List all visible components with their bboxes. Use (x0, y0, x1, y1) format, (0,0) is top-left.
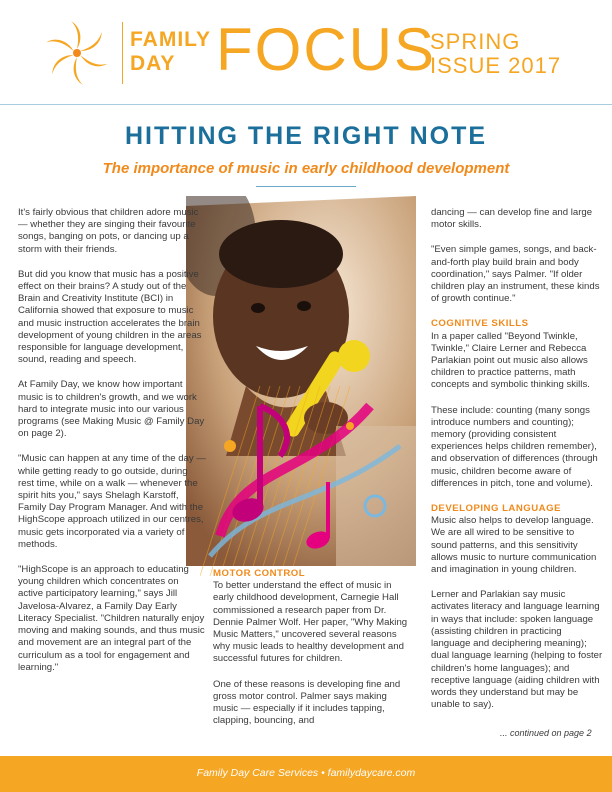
paragraph: "Music can happen at any time of the day — while getting ready to go outside, during rest time, while on a walk — whenever the spirit hits you," says Shelagh Karstoff, Family Day Program Manager. And with the HighScope approach utilized in our centres, music gets incorporated via a variety of methods. (18, 453, 206, 550)
footer-text: Family Day Care Services • familydaycare.com (196, 767, 416, 779)
issue-season: SPRING (430, 29, 521, 54)
paragraph: It's fairly obvious that children adore music — whether they are singing their favourite songs, banging on pots, or dancing up a storm with their friends. (18, 207, 199, 255)
article-column-2 (213, 568, 413, 740)
motor-control-heading: MOTOR CONTROL (213, 568, 306, 579)
brand-line-2: DAY (130, 52, 176, 75)
family-day-logo (40, 16, 114, 90)
article-column-1 (18, 207, 206, 687)
paragraph: In a paper called "Beyond Twinkle, Twinkle," Claire Lerner and Rebecca Parlakian point out music also allows children to practice patterns, math concepts and symbolic thinking skills. (431, 330, 590, 391)
brand-name (130, 28, 211, 76)
issue-label (430, 30, 561, 78)
masthead-divider (122, 22, 123, 84)
continued-note: ... continued on page 2 (500, 728, 592, 738)
paragraph: "Even simple games, songs, and back-and-forth play build brain and body coordination," says Palmer. "If older children play an instrument, these kinds of growth continue." (431, 244, 600, 305)
paragraph: Lerner and Parlakian say music activates literacy and language learning in ways that include: spoken language (assisting children in practicing language and deciphering meaning); dual language learning (helping to foster children's home languages); and receptive language (aiding children with words they understand but may be unable to say). (431, 589, 603, 711)
developing-language-heading: DEVELOPING LANGUAGE (431, 503, 561, 515)
cognitive-skills-heading: COGNITIVE SKILLS (431, 318, 529, 330)
header-rule (0, 104, 612, 105)
issue-year: ISSUE 2017 (430, 53, 562, 78)
music-note-artwork (200, 386, 410, 576)
brand-line-1: FAMILY (130, 28, 212, 51)
paragraph: But did you know that music has a positive effect on their brains? A study out of the Brain and Creativity Institute (BCI) in California showed that exposure to music and music instruction accelerates the brain development of young children in the areas responsible for language development, sound, reading and speech. (18, 268, 202, 366)
subhead-rule (256, 186, 356, 187)
article-subhead: The importance of music in early childhood development (102, 160, 510, 177)
article-headline: HITTING THE RIGHT NOTE (124, 122, 488, 150)
newsletter-title: FOCUS (216, 16, 436, 83)
paragraph: One of these reasons is developing fine and gross motor control. Palmer says making music — especially if it includes tapping, clapping, bouncing, and (213, 678, 401, 727)
article-column-3 (431, 207, 603, 724)
paragraph: At Family Day, we know how important music is to children's growth, and we work hard to integrate music into our various programs (see Making Music @ Family Day on page 2). (18, 379, 205, 440)
paragraph: dancing — can develop fine and large motor skills. (431, 207, 593, 231)
paragraph: Music also helps to develop language. We are all wired to be sensitive to sound patterns, and this sensitivity allows music to nurture communication and imagination in young children. (431, 515, 597, 576)
paragraph: To better understand the effect of music in early childhood development, Carnegie Hall commissioned a research paper from Dr. Dennie Palmer Wolf. Her paper, "Why Making Music Matters," uncovered several reasons why music leads to healthy development and successful futures for children. (213, 580, 408, 665)
paragraph: "HighScope is an approach to educating young children which concentrates on active participatory learning," says Jill Javelosa-Alvarez, a Family Day Early Literacy Specialist. "Children naturally enjoy moving and making sounds, and thus music and movement are an integral part of the curriculum as a tool for engagement and learning." (18, 564, 205, 673)
paragraph: These include: counting (many songs introduce numbers and counting); memory (providing consistent experiences helps children remember), and observation of differences (through music, children become aware of differences in pitch, tone and volume). (431, 404, 598, 489)
